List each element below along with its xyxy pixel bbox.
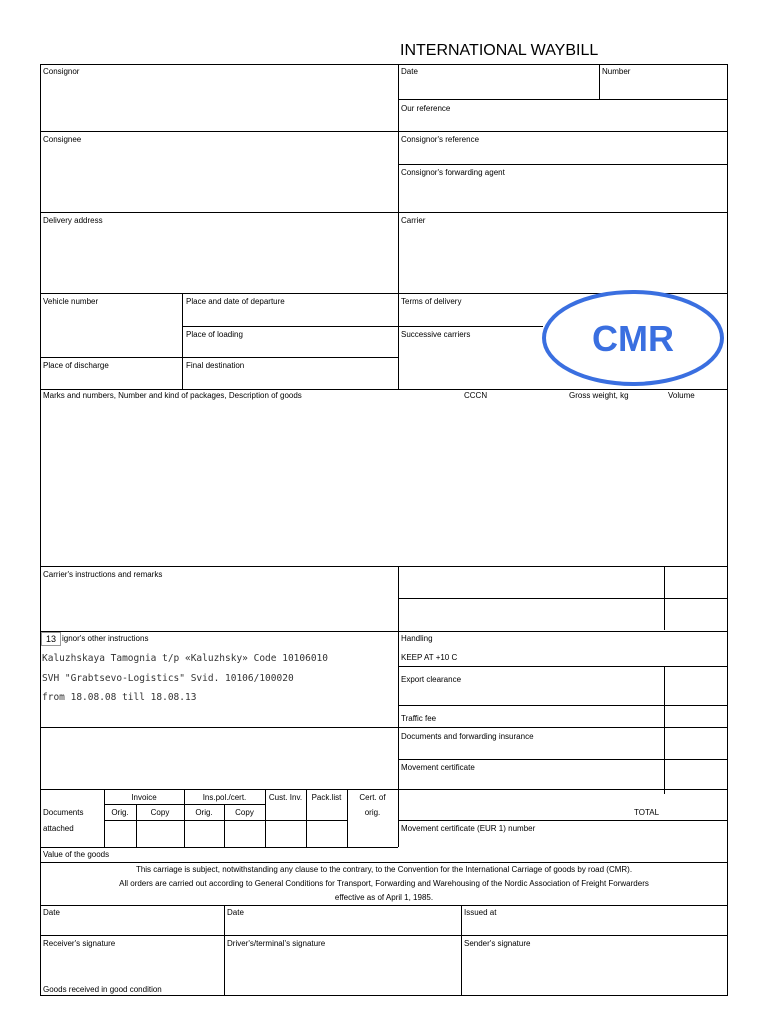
rule — [398, 99, 727, 100]
frame-left — [40, 64, 41, 996]
cust-inv-label: Cust. Inv. — [268, 793, 303, 802]
goods-received-label: Goods received in good condition — [43, 985, 162, 994]
consignor-instructions-label: ignor's other instructions — [62, 634, 149, 643]
rule — [40, 727, 728, 728]
place-date-departure-label: Place and date of departure — [186, 297, 285, 306]
consignors-reference-label: Consignor's reference — [401, 135, 480, 144]
rule — [398, 705, 727, 706]
handling-label: Handling — [401, 634, 433, 643]
attached-label: attached — [43, 824, 74, 833]
field-number-13: 13 — [41, 632, 61, 646]
number-label: Number — [602, 67, 631, 76]
drivers-signature-label: Driver's/terminal's signature — [227, 939, 326, 948]
rule — [398, 598, 727, 599]
final-destination-label: Final destination — [186, 361, 245, 370]
terms-of-delivery-label: Terms of delivery — [401, 297, 462, 306]
rule — [398, 666, 727, 667]
rule — [104, 804, 265, 805]
date-label: Date — [401, 67, 418, 76]
rule — [398, 820, 727, 821]
pack-list-label: Pack.list — [311, 793, 342, 802]
cmr-stamp-text: CMR — [592, 318, 674, 359]
rule — [40, 131, 398, 132]
value-of-goods-label: Value of the goods — [43, 850, 110, 859]
goods-description-label: Marks and numbers, Number and kind of packages, Description of goods — [43, 391, 302, 400]
movement-certificate-label: Movement certificate — [401, 763, 475, 772]
invoice-label: Invoice — [131, 793, 157, 802]
rule — [40, 566, 728, 567]
handwritten-line-1: Kaluzhskaya Tamognia t/p «Kaluzhsky» Code 10106010 — [42, 653, 328, 664]
documents-label: Documents — [43, 808, 84, 817]
convention-line-3: effective as of April 1, 1985. — [334, 893, 434, 902]
rule — [40, 847, 398, 848]
rule — [461, 905, 462, 996]
delivery-address-label: Delivery address — [43, 216, 103, 225]
vehicle-number-label: Vehicle number — [43, 297, 99, 306]
handwritten-line-3: from 18.08.08 till 18.08.13 — [42, 692, 197, 703]
traffic-fee-label: Traffic fee — [401, 714, 437, 723]
rule — [40, 389, 728, 390]
handling-value: KEEP AT +10 C — [401, 653, 458, 662]
carrier-label: Carrier — [401, 216, 426, 225]
ins-copy-label: Copy — [235, 808, 254, 817]
place-of-loading-label: Place of loading — [186, 330, 243, 339]
rule — [40, 212, 728, 213]
frame-bottom — [40, 995, 728, 996]
volume-label: Volume — [668, 391, 695, 400]
consignor-label: Consignor — [43, 67, 80, 76]
senders-signature-label: Sender's signature — [464, 939, 531, 948]
rule — [224, 905, 225, 996]
date-bottom-1-label: Date — [43, 908, 60, 917]
movement-certificate-eur1-label: Movement certificate (EUR 1) number — [401, 824, 536, 833]
convention-line-1: This carriage is subject, notwithstanding any clause to the contrary, to the Convention for the International Carriage of goods by road (CMR). — [135, 865, 633, 874]
invoice-copy-label: Copy — [150, 808, 170, 817]
date-bottom-2-label: Date — [227, 908, 244, 917]
export-clearance-label: Export clearance — [401, 675, 462, 684]
cccn-label: CCCN — [464, 391, 488, 400]
rule — [398, 164, 727, 165]
ins-pol-cert-label: Ins.pol./cert. — [202, 793, 247, 802]
place-of-discharge-label: Place of discharge — [43, 361, 109, 370]
frame-top — [40, 64, 728, 65]
successive-carriers-label: Successive carriers — [401, 330, 471, 339]
invoice-orig-label: Orig. — [111, 808, 129, 817]
cmr-stamp — [542, 290, 724, 386]
divider-number — [599, 64, 600, 100]
cert-of-label: Cert. of — [359, 793, 386, 802]
documents-insurance-label: Documents and forwarding insurance — [401, 732, 534, 741]
rule — [40, 789, 728, 790]
carrier-instructions-label: Carrier's instructions and remarks — [43, 570, 163, 579]
rule — [398, 759, 727, 760]
gross-weight-label: Gross weight, kg — [569, 391, 629, 400]
rule — [40, 357, 398, 358]
rule — [40, 935, 728, 936]
consignee-label: Consignee — [43, 135, 82, 144]
convention-line-2: All orders are carried out according to General Conditions for Transport, Forwarding and Warehousing of the Nordic Association of Freight Forwarders — [119, 879, 649, 888]
total-label: TOTAL — [634, 808, 660, 817]
rule — [182, 326, 398, 327]
our-reference-label: Our reference — [401, 104, 451, 113]
rule — [40, 862, 728, 863]
ins-orig-label: Orig. — [195, 808, 213, 817]
rule — [40, 905, 728, 906]
rule — [104, 820, 348, 821]
divider-main — [398, 64, 399, 390]
forwarding-agent-label: Consignor's forwarding agent — [401, 168, 505, 177]
rule — [664, 666, 665, 794]
issued-at-label: Issued at — [464, 908, 497, 917]
receivers-signature-label: Receiver's signature — [43, 939, 116, 948]
rule — [398, 789, 399, 847]
rule — [398, 326, 543, 327]
rule — [40, 293, 398, 294]
form-title: INTERNATIONAL WAYBILL — [400, 42, 599, 59]
handwritten-line-2: SVH "Grabtsevo-Logistics" Svid. 10106/100020 — [42, 673, 294, 684]
rule — [40, 631, 728, 632]
cert-orig-label: orig. — [364, 808, 381, 817]
rule — [182, 293, 183, 389]
rule — [398, 131, 727, 132]
frame-right — [727, 64, 728, 996]
